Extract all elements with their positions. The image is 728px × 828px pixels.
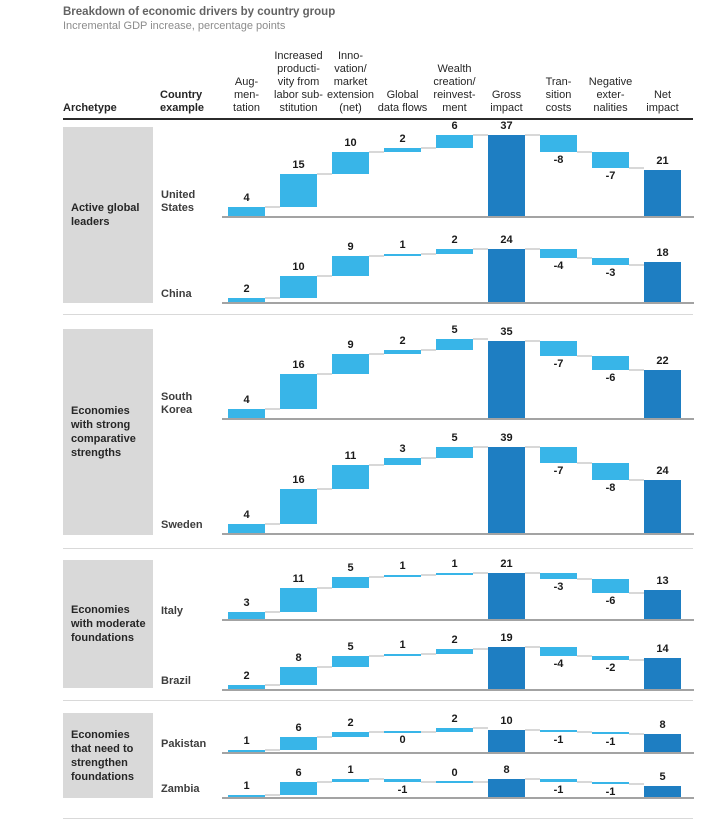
column-header-line: Wealth (437, 63, 472, 75)
driver-bar (332, 779, 369, 781)
column-header-negative-externalities (581, 76, 641, 115)
connector-line (317, 373, 332, 375)
bar-value-label: -4 (553, 658, 564, 670)
driver-bar (436, 781, 473, 783)
country-label: Sweden (161, 519, 203, 531)
column-header-line: creation/ (433, 76, 476, 88)
connector-line (629, 264, 644, 266)
country-label: Pakistan (161, 738, 207, 750)
driver-bar (540, 447, 577, 462)
driver-bar (436, 573, 473, 575)
total-bar (488, 779, 525, 797)
column-header-wealth-creation-reinvestment (425, 63, 485, 115)
connector-line (421, 574, 436, 576)
column-header-line: Gross (491, 89, 522, 101)
connector-line (525, 778, 540, 780)
bar-value-label: -4 (553, 260, 564, 272)
connector-line (369, 576, 384, 578)
bar-value-label: 8 (659, 719, 666, 732)
archetype-box (63, 127, 153, 303)
connector-line (525, 446, 540, 448)
driver-bar (280, 782, 317, 795)
bar-value-label: -1 (553, 783, 564, 796)
connector-line (577, 257, 592, 259)
bar-value-label: -6 (605, 594, 616, 607)
bar-value-label: 11 (344, 449, 357, 462)
connector-line (369, 464, 384, 466)
column-header-line: (net) (339, 102, 362, 114)
connector-line (473, 248, 488, 250)
bar-value-label: 16 (292, 474, 305, 486)
driver-bar (280, 276, 317, 298)
country-label: Italy (161, 605, 184, 617)
bar-value-label: 5 (451, 323, 458, 336)
bar-value-label: 11 (292, 573, 305, 586)
bar-value-label: 5 (659, 771, 666, 783)
bar-value-label: 2 (451, 234, 458, 247)
column-header-increased-productivity-from-labor-substitution (269, 50, 329, 115)
bar-value-label: 3 (399, 443, 406, 456)
driver-bar (332, 465, 369, 489)
group-separator-line (63, 818, 693, 819)
bar-value-label: 37 (500, 119, 513, 132)
column-header-line: Increased (274, 50, 323, 62)
bar-value-label: 1 (399, 560, 406, 572)
column-header-innovation-market-extension-net (321, 50, 381, 115)
bar-value-label: -6 (605, 371, 616, 384)
connector-line (421, 781, 436, 783)
bar-value-label: 5 (347, 641, 354, 653)
column-header-gross-impact (477, 89, 537, 115)
driver-bar (436, 135, 473, 148)
column-header-net-impact (633, 89, 693, 115)
driver-bar (540, 573, 577, 580)
bar-value-label: 8 (295, 652, 302, 664)
column-header-line: Country (160, 89, 203, 101)
driver-bar (228, 409, 265, 418)
driver-bar (436, 249, 473, 253)
connector-line (525, 340, 540, 342)
bar-value-label: 6 (295, 721, 302, 734)
bar-value-label: 18 (656, 247, 669, 260)
bar-value-label: 2 (399, 334, 406, 347)
bar-value-label: 22 (656, 354, 669, 367)
total-bar (488, 249, 525, 302)
bar-value-label: 4 (243, 394, 250, 407)
waterfall-chart-south-korea (222, 316, 694, 432)
column-header-line: market (333, 76, 368, 88)
column-header-line: nalities (593, 102, 628, 114)
column-header-global-data-flows (373, 89, 433, 115)
country-label: China (161, 288, 192, 300)
column-header-country-example (160, 89, 220, 115)
waterfall-chart-china (222, 200, 694, 316)
country-label: United States (161, 189, 196, 214)
bar-value-label: -1 (605, 736, 616, 749)
archetype-box (63, 329, 153, 535)
column-header-line: producti- (277, 63, 320, 75)
bar-value-label: 1 (243, 734, 250, 747)
total-bar (644, 786, 681, 797)
connector-line (473, 134, 488, 136)
archetype-label: Economies with moderate foundations (71, 604, 146, 644)
column-header-line: Global (386, 89, 419, 101)
driver-bar (592, 152, 629, 167)
chart-title: Breakdown of economic drivers by country group (63, 6, 336, 18)
column-header-line: data flows (377, 102, 428, 114)
column-header-transition-costs (529, 76, 589, 115)
column-header-line: reinvest- (433, 89, 476, 101)
connector-line (421, 457, 436, 459)
driver-bar (384, 254, 421, 256)
driver-bar (592, 356, 629, 369)
column-header-line: extension (326, 89, 375, 101)
connector-line (525, 248, 540, 250)
bar-value-label: 9 (347, 339, 354, 352)
connector-line (525, 646, 540, 648)
driver-bar (280, 374, 317, 409)
connector-line (317, 488, 332, 490)
driver-bar (384, 458, 421, 465)
archetype-box (63, 560, 153, 688)
archetype-label: Active global leaders (71, 202, 140, 228)
driver-bar (332, 152, 369, 174)
bar-value-label: 1 (399, 638, 406, 651)
bar-value-label: 16 (292, 359, 305, 371)
bar-value-label: 4 (243, 192, 250, 205)
bar-value-label: -7 (553, 464, 564, 477)
waterfall-chart-zambia (222, 695, 694, 811)
column-header-line: Inno- (337, 50, 364, 62)
bar-value-label: -1 (605, 785, 616, 798)
bar-value-label: 3 (243, 597, 250, 610)
column-header-line: Tran- (545, 76, 572, 88)
column-header-line: impact (646, 102, 679, 114)
driver-bar (436, 447, 473, 458)
bar-value-label: 35 (500, 326, 513, 338)
bar-value-label: 8 (503, 764, 510, 777)
bar-value-label: -1 (553, 734, 564, 747)
connector-line (577, 355, 592, 357)
column-header-line: vity from (277, 76, 320, 88)
column-header-line: sition (545, 89, 572, 101)
driver-bar (384, 350, 421, 354)
chart-subtitle: Incremental GDP increase, percentage points (63, 20, 286, 32)
bar-value-label: 2 (451, 634, 458, 647)
bar-value-label: 5 (451, 432, 458, 445)
connector-line (577, 151, 592, 153)
bar-value-label: 2 (347, 717, 354, 730)
column-header-line: costs (545, 102, 572, 114)
connector-line (265, 297, 280, 299)
country-label: Zambia (161, 783, 200, 795)
column-header-line: Net (653, 89, 672, 101)
bar-value-label: 1 (347, 764, 354, 777)
bar-value-label: 15 (292, 159, 305, 172)
driver-bar (332, 354, 369, 374)
bar-value-label: -1 (397, 783, 408, 796)
connector-line (525, 134, 540, 136)
bar-value-label: 10 (500, 715, 513, 727)
column-header-line: exter- (596, 89, 625, 101)
driver-bar (384, 148, 421, 152)
connector-line (421, 147, 436, 149)
connector-line (317, 781, 332, 783)
connector-line (525, 572, 540, 574)
driver-bar (592, 463, 629, 481)
column-header-line: example (160, 102, 205, 114)
bar-value-label: 19 (500, 632, 513, 645)
column-header-line: ment (442, 102, 467, 114)
axis-line (222, 302, 694, 304)
driver-bar (540, 249, 577, 258)
total-bar (488, 341, 525, 418)
column-header-line: stitution (279, 102, 318, 114)
connector-line (369, 353, 384, 355)
connector-line (265, 408, 280, 410)
bar-value-label: 2 (399, 132, 406, 145)
bar-value-label: -7 (605, 169, 616, 182)
connector-line (317, 173, 332, 175)
driver-bar (436, 339, 473, 350)
connector-line (421, 349, 436, 351)
bar-value-label: 1 (399, 238, 406, 251)
driver-bar (540, 341, 577, 356)
total-bar (644, 262, 681, 302)
bar-value-label: 14 (656, 643, 669, 656)
bar-value-label: -8 (553, 154, 564, 167)
bar-value-label: -2 (605, 662, 616, 675)
bar-value-label: 21 (500, 557, 513, 570)
bar-value-label: 2 (243, 669, 250, 682)
driver-bar (384, 575, 421, 577)
connector-line (369, 151, 384, 153)
bar-value-label: 10 (344, 137, 357, 150)
axis-line (222, 418, 694, 420)
connector-line (577, 781, 592, 783)
total-bar (644, 370, 681, 418)
bar-value-label: 10 (292, 260, 305, 273)
bar-value-label: 0 (399, 734, 406, 747)
bar-value-label: 1 (243, 779, 250, 792)
bar-value-label: 9 (347, 240, 354, 253)
connector-line (629, 369, 644, 371)
bar-value-label: 4 (243, 509, 250, 522)
driver-bar (540, 135, 577, 153)
archetype-label: Economies with strong comparative strengths (71, 405, 136, 459)
connector-line (577, 462, 592, 464)
driver-bar (540, 779, 577, 781)
column-header-line: vation/ (334, 63, 367, 75)
driver-bar (384, 779, 421, 781)
connector-line (473, 572, 488, 574)
column-header-archetype: Archetype (63, 102, 117, 114)
driver-bar (592, 258, 629, 265)
bar-value-label: 6 (451, 119, 458, 132)
connector-line (629, 479, 644, 481)
column-header-line: Negative (588, 76, 633, 88)
bar-value-label: 6 (295, 766, 302, 779)
column-header-line: impact (490, 102, 523, 114)
connector-line (473, 446, 488, 448)
bar-value-label: 21 (656, 154, 669, 167)
connector-line (265, 794, 280, 796)
bar-value-label: 0 (451, 766, 458, 779)
bar-value-label: 5 (347, 562, 354, 575)
column-header-augmentation (217, 76, 277, 115)
connector-line (473, 781, 488, 783)
bar-value-label: 39 (500, 432, 513, 445)
connector-line (421, 253, 436, 255)
country-label: Brazil (161, 675, 191, 687)
bar-value-label: 13 (656, 575, 669, 588)
country-label: South Korea (161, 391, 193, 416)
bar-value-label: 24 (500, 234, 513, 247)
column-header-line: men- (233, 89, 260, 101)
driver-bar (228, 795, 265, 797)
archetype-label: Economies that need to strengthen foundations (71, 728, 134, 783)
column-header-line: labor sub- (274, 89, 323, 101)
bar-value-label: 2 (451, 712, 458, 725)
archetype-box (63, 713, 153, 798)
connector-line (577, 578, 592, 580)
bar-value-label: 2 (243, 282, 250, 295)
bar-value-label: 1 (451, 557, 458, 570)
driver-bar (332, 256, 369, 276)
column-header-line: tation (233, 102, 260, 114)
connector-line (369, 778, 384, 780)
connector-line (369, 255, 384, 257)
driver-bar (592, 782, 629, 784)
bar-value-label: -3 (605, 266, 616, 279)
connector-line (317, 275, 332, 277)
bar-value-label: -7 (553, 358, 564, 371)
driver-bar (228, 298, 265, 302)
bar-value-label: -3 (553, 581, 564, 594)
bar-value-label: -8 (605, 482, 616, 495)
bar-value-label: 24 (656, 465, 669, 478)
column-header-line: Aug- (234, 76, 259, 88)
